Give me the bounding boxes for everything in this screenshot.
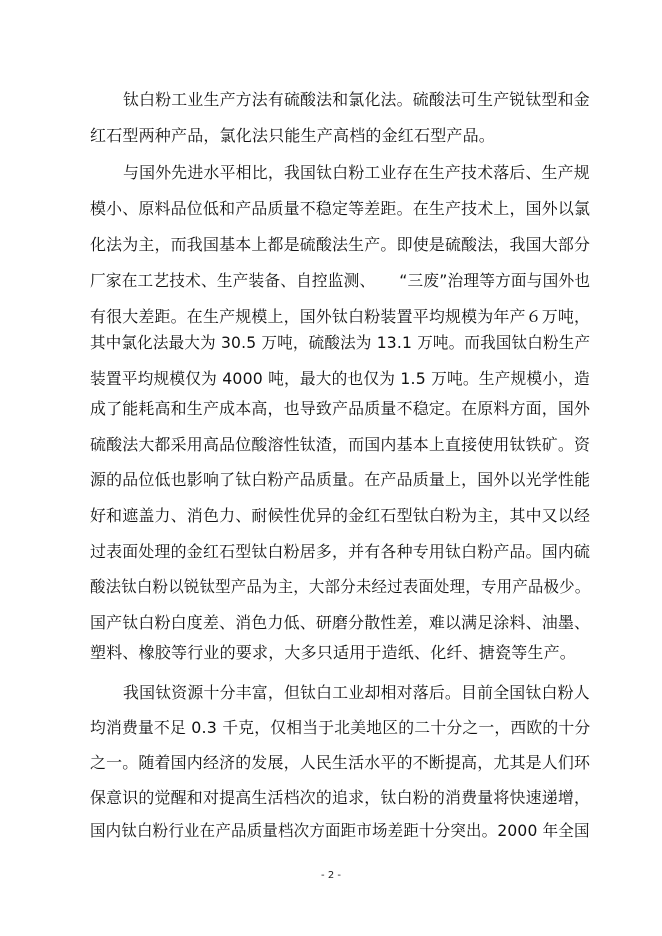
- text-line: 钛白粉工业生产方法有硫酸法和氯化法。硫酸法可生产锐钛型和金: [123, 90, 590, 109]
- text-line: 酸法钛白粉以锐钛型产品为主，大部分未经过表面处理，专用产品极少。: [90, 577, 591, 596]
- text-line: 化法为主，而我国基本上都是硫酸法生产。即使是硫酸法，我国大部分: [90, 235, 591, 254]
- text-line: 保意识的觉醒和对提高生活档次的追求，钛白粉的消费量将快速递增，: [90, 788, 591, 807]
- text-line: 厂家在工艺技术、生产装备、自控监测、 “三废”治理等方面与国外也: [90, 271, 591, 290]
- text-line: 硫酸法大都采用高品位酸溶性钛渣，而国内基本上直接使用钛铁矿。资: [90, 435, 591, 454]
- text-line: 源的品位低也影响了钛白粉产品质量。在产品质量上，国外以光学性能: [90, 470, 591, 489]
- text-line: 塑料、橡胶等行业的要求，大多只适用于造纸、化纤、搪瓷等生产。: [90, 643, 577, 662]
- text-line: 我国钛资源十分丰富，但钛白工业却相对落后。目前全国钛白粉人: [123, 683, 590, 702]
- text-line: 红石型两种产品，氯化法只能生产高档的金红石型产品。: [90, 126, 496, 145]
- text-line: 有很大差距。在生产规模上，国外钛白粉装置平均规模为年产６万吨，: [90, 307, 591, 326]
- text-line: 国内钛白粉行业在产品质量档次方面距市场差距十分突出。2000 年全国: [90, 821, 590, 840]
- text-line: 过表面处理的金红石型钛白粉居多，并有各种专用钛白粉产品。国内硫: [90, 542, 591, 561]
- text-line: 模小、原料品位低和产品质量不稳定等差距。在生产技术上，国外以氯: [90, 199, 591, 218]
- page-number: - 2 -: [321, 870, 341, 881]
- text-line: 国产钛白粉白度差、消色力低、研磨分散性差，难以满足涂料、油墨、: [90, 613, 591, 632]
- text-line: 之一。随着国内经济的发展，人民生活水平的不断提高，尤其是人们环: [90, 753, 591, 772]
- text-line: 装置平均规模仅为 4000 吨，最大的也仅为 1.5 万吨。生产规模小，造: [90, 369, 590, 388]
- text-line: 其中氯化法最大为 30.5 万吨，硫酸法为 13.1 万吨。而我国钛白粉生产: [90, 333, 591, 352]
- text-line: 好和遮盖力、消色力、耐候性优异的金红石型钛白粉为主，其中又以经: [90, 506, 591, 525]
- text-line: 成了能耗高和生产成本高，也导致产品质量不稳定。在原料方面，国外: [90, 399, 591, 418]
- text-line: 均消费量不足 0.3 千克，仅相当于北美地区的二十分之一，西欧的十分: [90, 718, 591, 737]
- text-line: 与国外先进水平相比，我国钛白粉工业存在生产技术落后、生产规: [123, 163, 590, 182]
